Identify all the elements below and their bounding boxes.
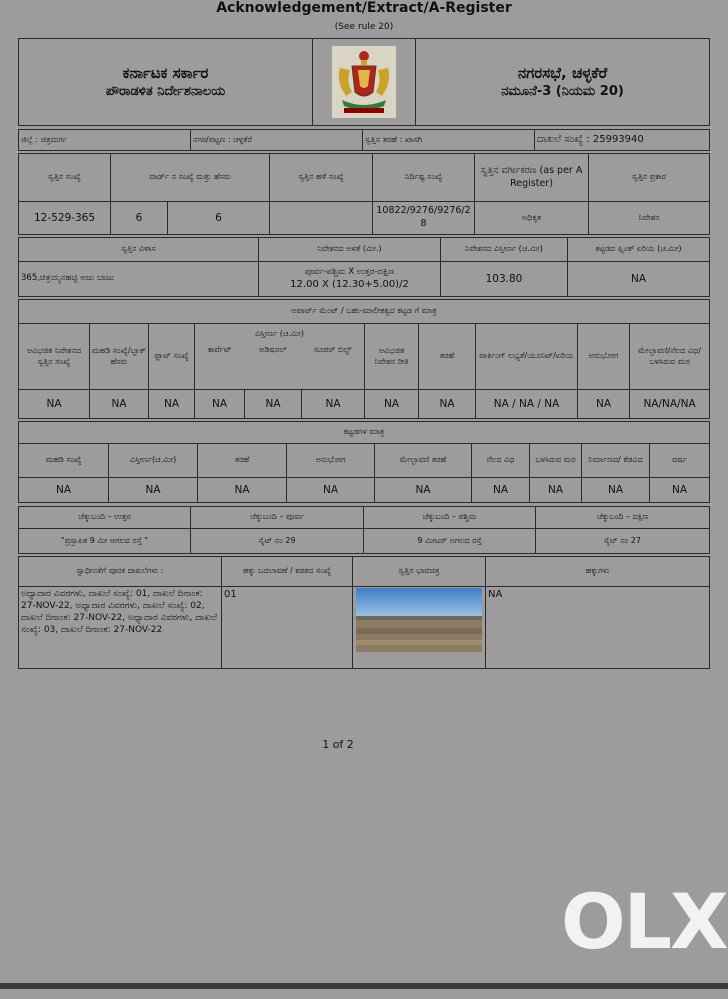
apartment-table (18, 299, 710, 419)
form-number: ನಮೂನೆ-3 (ನಿಯಮ 20) (501, 84, 624, 100)
building-section-title: ಕಟ್ಟಡಗಳ ಮಾತ್ರ (19, 422, 710, 444)
apt-value-3: NA (149, 390, 195, 419)
district-row (18, 129, 710, 151)
header-table (18, 38, 710, 126)
apt-header-additional: ಅಡಿಷನಲ್ (245, 344, 302, 390)
dimension-value: 12.00 X (12.30+5.00)/2 (290, 278, 409, 290)
boundary-south: ಸೈಟ್ ನಂ 27 (536, 529, 710, 554)
apt-value-6: NA (302, 390, 365, 419)
boundary-east: ಸೈಟ್ ನಂ 29 (191, 529, 364, 554)
property-category: ಸ್ವತ್ತಿನ ತರಹೆ : ಖಾಸಗಿ (363, 130, 535, 151)
bld-value-8: NA (582, 478, 650, 503)
bld-value-1: NA (19, 478, 109, 503)
boundary-header-south: ಚೆಕ್ಕುಬಂದಿ – ದಕ್ಷಿಣ (536, 507, 710, 529)
rights: NA (486, 587, 710, 669)
boundary-header-east: ಚೆಕ್ಕುಬಂದಿ – ಪೂರ್ವ (191, 507, 364, 529)
header-photo: ಸ್ವತ್ತಿನ ಭಾವಚಿತ್ರ (353, 557, 486, 587)
apt-value-2: NA (90, 390, 149, 419)
header-documents: ಸ್ವಾಧೀನತೆಗೆ ಪೂರಕ ದಾಖಲೆಗಳು : (19, 557, 222, 587)
govt-name: ಕರ್ನಾಟಕ ಸರ್ಕಾರ (122, 64, 209, 83)
boundary-north: "ಪ್ರಸ್ತಾಪಿತ 9 ಮೀ ಅಗಲದ ರಸ್ತೆ " (19, 529, 191, 554)
boundary-header-north: ಚೆಕ್ಕುಬಂದಿ – ಉತ್ತರ (19, 507, 191, 529)
bld-header-wood: ಬಳಸಿರುವ ಮರ (530, 444, 582, 478)
header-property-no: ಸ್ವತ್ತಿನ ಸಂಖ್ಯೆ (19, 154, 111, 202)
apartment-section-title: ಅಪಾರ್ಟ್ ಮೆಂಟ್ / ಬಹು-ಮಾಲೀಕತ್ವದ ಕಟ್ಟಡ ಗೆ ಮಾತ್ರ (19, 300, 710, 324)
bld-header-kind: ತರಹೆ (198, 444, 287, 478)
apt-value-5: NA (245, 390, 302, 419)
apt-header-roof: ಮೇಲ್ಛಾವಣಿ/ನೆಲದ ವಿಧ/ಬಳಸಿರುವ ಮರ (630, 324, 710, 390)
bld-value-9: NA (650, 478, 710, 503)
bottom-bar (0, 983, 728, 989)
boundary-header-west: ಚೆಕ್ಕುಬಂದಿ – ಪಶ್ಚಿಮ (364, 507, 536, 529)
header-classification: ಸ್ವತ್ತಿನ ವರ್ಗೀಕರಣ (as per A Register) (475, 154, 589, 202)
bld-value-7: NA (530, 478, 582, 503)
bld-value-2: NA (109, 478, 198, 503)
property-type: ನಿವೇಶನ (589, 202, 710, 235)
apt-value-1: NA (19, 390, 90, 419)
govt-header (19, 39, 313, 126)
address-table (18, 237, 710, 297)
rule-reference: (See rule 20) (334, 22, 394, 32)
apt-header-area: ವಿಸ್ತೀರ್ಣ (ಚ.ಮೀ) (195, 324, 365, 344)
property-address: 365,ಚಿತ್ರಯ್ಯನಹಟ್ಟಿ ಅಜು ಬಾಜು (19, 262, 259, 297)
apt-header-carpet: ಕಾರ್ಪೆಟ್ (195, 344, 245, 390)
header-old-no: ಸ್ವತ್ತಿನ ಹಳೆ ಸಂಖ್ಯೆ (270, 154, 373, 202)
bld-header-area: ವಿಸ್ತೀರ್ಣ(ಚ.ಮೀ) (109, 444, 198, 478)
bld-value-6: NA (472, 478, 530, 503)
town: ನಗರ/ಪಟ್ಟಣ : ಚಳ್ಳಕೆರೆ (191, 130, 363, 151)
documents-list: ಅಧ್ಯಾದಾರ ವಿವರಗಳು, ದಾಖಲೆ ಸಂಖ್ಯೆ: 01, ದಾಖಲೆ ದಿನಾಂಕ: 27-NOV-22, ಅಧ್ಯಾದಾರ ವಿವರಗಳು, ದಾಖಲೆ ಸಂಖ್ಯೆ: 02, ದಾಖಲೆ ದಿನಾಂಕ: 27-NOV-22, ಅಧ್ಯಾದಾರ ವಿವರಗಳು, ದಾಖಲೆ ಸಂಖ್ಯೆ: 03, ದಾಖಲೆ ದಿನಾಂಕ: 27-NOV-22 (19, 587, 222, 669)
document-title: Acknowledgement/Extract/A-Register (216, 0, 512, 16)
property-number: 12-529-365 (19, 202, 111, 235)
specific-number: 10822/9276/9276/28 (373, 202, 475, 235)
apt-header-undivided-no: ಅವಿಭಜಿತ ನಿವೇಶನದ ಸ್ವತ್ತಿನ ಸಂಖ್ಯೆ (19, 324, 90, 390)
dimension-cell (259, 262, 441, 297)
apt-value-9: NA / NA / NA (476, 390, 578, 419)
header-site-area: ನಿವೇಶನದ ವಿಸ್ತೀರ್ಣ (ಚ.ಮೀ) (441, 238, 568, 262)
apt-header-usage: ಅನುಭೋಗ (578, 324, 630, 390)
property-id-table (18, 153, 710, 235)
header-rights: ಹಕ್ಕುಗಳು (486, 557, 710, 587)
ward-name: 6 (168, 202, 270, 235)
municipality-name: ನಗರಸಭೆ, ಚಳ್ಳಕೆರೆ (517, 64, 608, 83)
bld-header-roof: ಮೇಲ್ಛಾವಣಿ ತರಹೆ (375, 444, 472, 478)
documents-table (18, 556, 710, 669)
apt-header-kind: ತರಹೆ (419, 324, 476, 390)
header-plinth-area: ಕಟ್ಟಡದ ಪ್ಲಿಂತ್ ಏರಿಯ (ಚ.ಮೀ) (568, 238, 710, 262)
header-dimension: ನಿವೇಶನದ ಅಳತೆ (ಮೀ.) (259, 238, 441, 262)
boundary-table (18, 506, 710, 554)
apt-header-super-built: ಸೂಪರ್ ಬಿಲ್ಟ್ (302, 344, 365, 390)
bld-header-floor: ಮಹಡಿ ಸಂಖ್ಯೆ (19, 444, 109, 478)
bld-value-5: NA (375, 478, 472, 503)
bld-header-built: ನಿರ್ಮಾಣದ/ ಕೆಡವಿದ (582, 444, 650, 478)
apt-value-10: NA (578, 390, 630, 419)
district: ಜಿಲ್ಲೆ : ಚಿತ್ರದುರ್ಗ (19, 130, 191, 151)
header-type: ಸ್ವತ್ತಿನ ಪ್ರಕಾರ (589, 154, 710, 202)
page-number: 1 of 2 (322, 738, 354, 751)
header-specific-no: ನಿರ್ದಿಷ್ಟ ಸಂಖ್ಯೆ (373, 154, 475, 202)
dimension-label: ಪೂರ್ವ-ಪಶ್ಚಿಮ X ಉತ್ತರ-ದಕ್ಷಿಣ (304, 266, 395, 277)
apt-header-flat-no: ಫ್ಲಾಟ್ ಸಂಖ್ಯೆ (149, 324, 195, 390)
classification: ಅಧಿಕೃತ (475, 202, 589, 235)
apt-value-11: NA/NA/NA (630, 390, 710, 419)
file-number: 01 (222, 587, 353, 669)
header-ward: ವಾರ್ಡ್ ನ ಸಂಖ್ಯೆ ಮತ್ತು ಹೆಸರು (111, 154, 270, 202)
bld-value-3: NA (198, 478, 287, 503)
directorate-name: ಪೌರಾಡಳಿತ ನಿರ್ದೇಶನಾಲಯ (105, 84, 226, 100)
header-file-no: ಹಕ್ಕು ಬದಲಾವಣೆ / ಕಡತದ ಸಂಖ್ಯೆ (222, 557, 353, 587)
bld-value-4: NA (287, 478, 375, 503)
site-area: 103.80 (441, 262, 568, 297)
photo-cell (353, 587, 486, 669)
property-photo (356, 588, 482, 652)
municipality-header (416, 39, 710, 126)
apt-header-parking: ಪಾರ್ಕಿಂಗ್ ಲಭ್ಯತೆ/ಯೂನಿಟ್/ಏರಿಯ (476, 324, 578, 390)
ward-number: 6 (111, 202, 168, 235)
boundary-west: 9 ಮೀಟರ್ ಅಗಲದ ರಸ್ತೆ (364, 529, 536, 554)
header-address: ಸ್ವತ್ತಿನ ವಿಳಾಸ (19, 238, 259, 262)
record-number: ದಾಖಲೆ ಸಂಖ್ಯೆ : 25993940 (535, 130, 710, 151)
apt-value-8: NA (419, 390, 476, 419)
state-emblem-icon (332, 46, 396, 118)
apt-value-4: NA (195, 390, 245, 419)
apt-header-undivided-type: ಅವಿಭಜಿತ ನಿವೇಶನ ರೀತಿ (365, 324, 419, 390)
plinth-area: NA (568, 262, 710, 297)
olx-watermark: OLX (561, 877, 727, 966)
bld-header-year: ವರ್ಷ (650, 444, 710, 478)
bld-header-usage: ಅನುಭೋಗ (287, 444, 375, 478)
emblem-cell (313, 39, 416, 126)
bld-header-floor-type: ನೆಲದ ವಿಧ (472, 444, 530, 478)
building-table (18, 421, 710, 503)
apt-value-7: NA (365, 390, 419, 419)
apt-header-floor-block: ಮಹಡಿ ಸಂಖ್ಯೆ/ಬ್ಲಾಕ್ ಹೆಸರು (90, 324, 149, 390)
old-number (270, 202, 373, 235)
